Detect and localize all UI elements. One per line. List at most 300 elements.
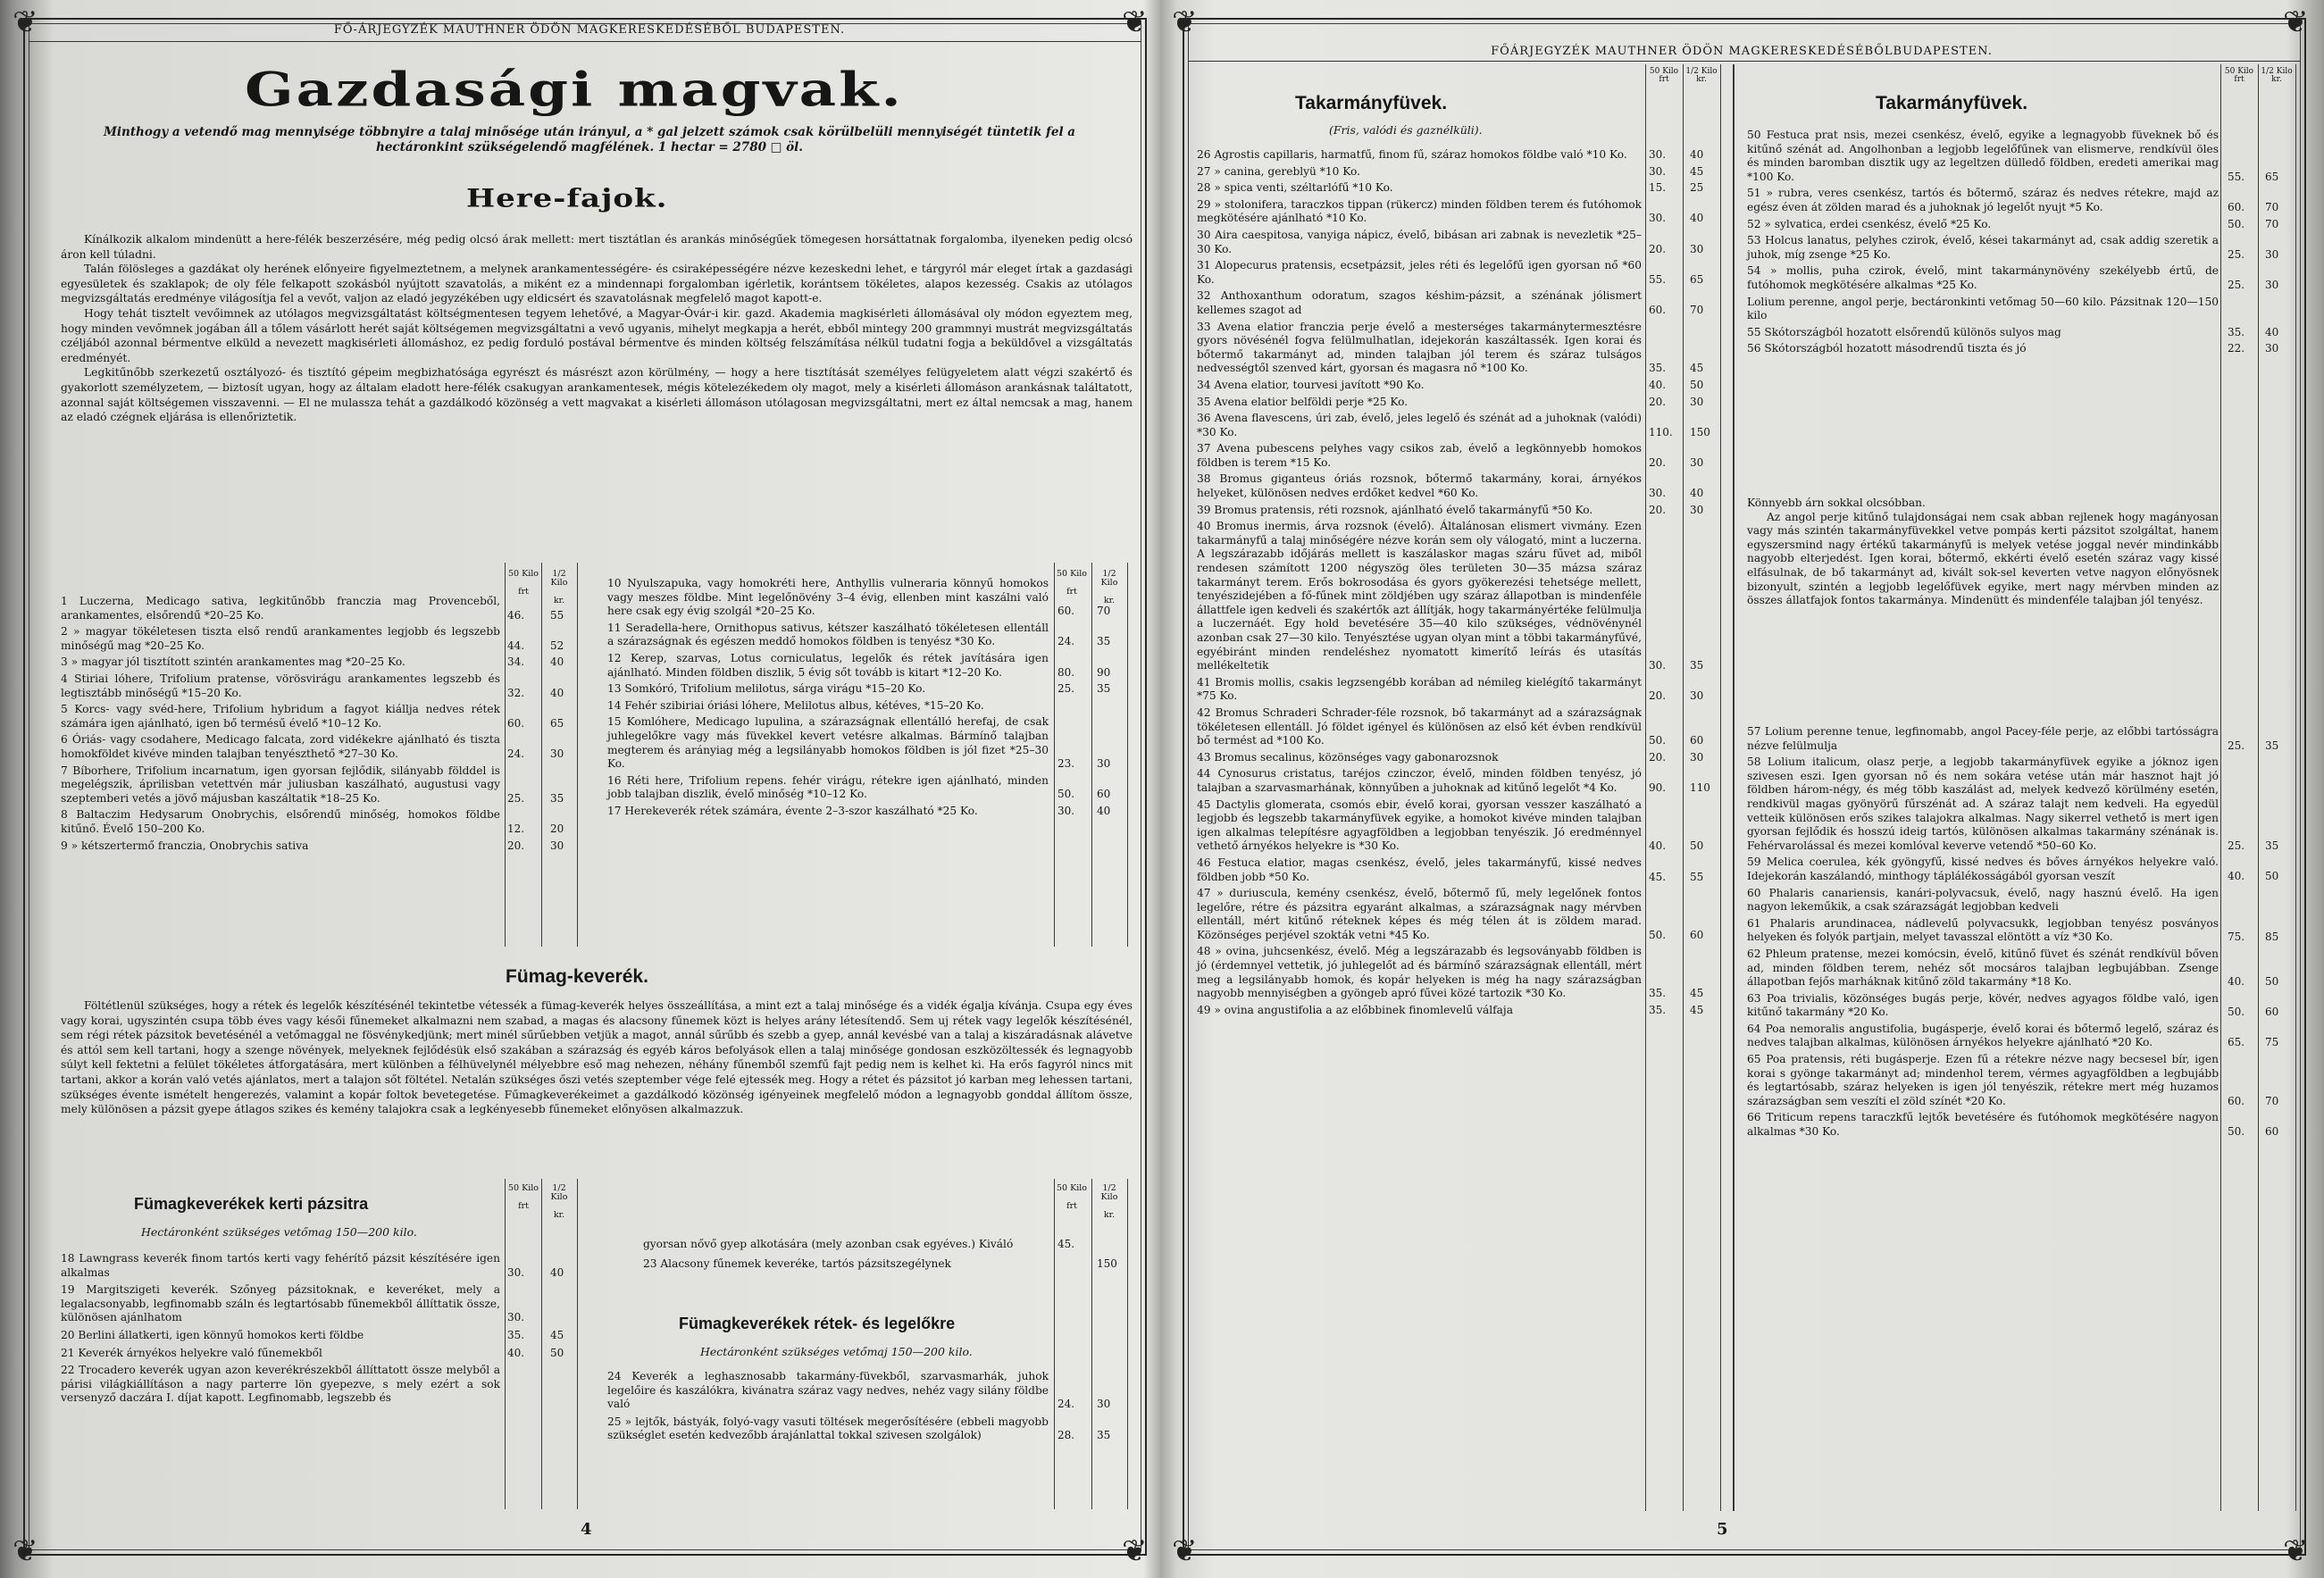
price-col-head: 50 Kilo frt xyxy=(1649,67,1679,84)
price-kr: 30 xyxy=(1690,242,1704,255)
price-frt: 24. xyxy=(1058,1398,1075,1411)
price-frt: 30. xyxy=(1649,212,1667,225)
item-text: 36 Avena flavescens, úri zab, évelő, jeles legelő és szénát ad a juhoknak (valódi) *30 Ko. xyxy=(1197,412,1642,438)
item-text: 24 Keverék a leghasznosabb takarmány-füvekből, szarvasmarhák, juhok legelőire és kaszálókra, kivánatra száraz vagy nedves, nehéz vagy silány földbe való xyxy=(607,1370,1049,1411)
price-frt: 60. xyxy=(2228,1094,2245,1107)
fumag-text xyxy=(61,998,1133,1117)
price-kr: 110 xyxy=(1690,781,1710,794)
list-item xyxy=(61,703,579,731)
list-item xyxy=(1747,296,2297,323)
column-divider xyxy=(1733,64,1735,1511)
item-text: 35 Avena elatior belföldi perje *25 Ko. xyxy=(1197,395,1409,408)
item-text: 6 Óriás- vagy csodahere, Medicago falcata, zord vidékekre ajánlható és tiszta homokföldet kivéve minden talajban tenyészthető *27–30 Ko. xyxy=(61,733,500,760)
list-item xyxy=(1747,1023,2297,1050)
price-frt: 30. xyxy=(507,1265,525,1279)
item-text: 33 Avena elatior franczia perje évelő a mesterséges takarmánytermesztésre gyors növésénél fogva felülmulhatlan, idejekorán kaszáltassék. Igen korai és bőtermő takarmányt ad, minden talajban jól terem és száraz tulságos nedvességtől szenved kárt, gyorsan és magasra nő *100 Ko. xyxy=(1197,320,1642,375)
list-item xyxy=(607,622,1129,649)
list-item xyxy=(1197,321,1722,376)
price-kr: 30 xyxy=(550,747,564,760)
column-rule xyxy=(1054,1179,1055,1509)
item-text: 20 Berlini állatkerti, igen könnyű homokos kerti földbe xyxy=(61,1328,364,1341)
price-frt: 110. xyxy=(1649,425,1673,438)
list-item xyxy=(1197,676,1722,704)
price-frt: 55. xyxy=(1649,272,1667,286)
price-frt: 25. xyxy=(1058,682,1075,696)
section-title-here: Here-fajok. xyxy=(466,184,668,213)
price-frt: 22. xyxy=(2228,342,2245,355)
list-item xyxy=(1747,187,2297,214)
price-kr: 35 xyxy=(1097,1429,1111,1442)
price-frt: 35. xyxy=(2228,325,2245,338)
price-kr: 50 xyxy=(1690,378,1704,391)
item-text: 64 Poa nemoralis angustifolia, bugásperje, évelő korai és bőtermő legelő, száraz és nedves talajban alkalmas, különösen árnyékos helyekre ajánlható *20 Ko. xyxy=(1747,1022,2219,1049)
list-item xyxy=(1747,948,2297,989)
price-kr: 60 xyxy=(2265,1006,2279,1019)
item-text: 62 Phleum pratense, mezei komócsin, évelő, kitűnő füvet és szénát rendkívül bőven ad, minden földben terem, nehéz sőt mocsáros talajban legbujábban. Zsenge állapotban fejős marháknak kitűnő zöld takarmány *18 Ko. xyxy=(1747,947,2219,989)
list-item xyxy=(1747,1053,2297,1108)
price-frt: 40. xyxy=(2228,869,2245,882)
price-col-head: 1/2 Kilo kr. xyxy=(1100,569,1118,605)
price-kr: 45 xyxy=(1690,362,1704,375)
item-text: 27 » canina, gereblyü *10 Ko. xyxy=(1197,164,1361,178)
grass-list-a xyxy=(1197,148,1722,1020)
list-item xyxy=(1747,326,2297,340)
price-kr: 50 xyxy=(2265,975,2279,989)
price-frt: 40. xyxy=(1649,378,1667,391)
left-page xyxy=(0,0,1161,1578)
price-kr: 60 xyxy=(2265,1125,2279,1139)
price-kr: 65 xyxy=(1690,272,1704,286)
item-text: 22 Trocadero keverék ugyan azon keverékrészekből állíttatott össze melyből a párisi világkiállításon a nagy parterre lön gyepezve, s mely ezért a sok versenyző daczára I. díjat kapott. Legfinomabb, legszebb és xyxy=(61,1364,500,1405)
list-item xyxy=(607,577,1129,619)
price-kr: 45 xyxy=(1690,1003,1704,1016)
corner-ornament-icon: ❦ xyxy=(1172,4,1198,40)
paragraph: Talán fölösleges a gazdákat oly herének előnyeire figyelmeztetnem, a melynek arankamentességére- és csiraképességére nézve kezeskedni lehet, e tárgyról már eleget írtak a gazdasági egyesületek és szaklapok; de oly féle felkapott szokásból nyújtott szavatolás, a miként ez a mindennapi forgalomban igérletik, korántsem tökéletes, alapos kezesség. Csakis az utólagos megvizsgáltatás eredménye világosítja fel a vevőt, valjon az eladó jegyzékében ugy eldicsért és szavatolásnak megfelelő magot kapott-e. xyxy=(61,263,1133,305)
corner-ornament-icon: ❦ xyxy=(1122,1533,1148,1569)
price-kr: 150 xyxy=(1690,425,1710,438)
price-kr: 30 xyxy=(1097,1398,1111,1411)
price-kr: 30 xyxy=(1690,750,1704,764)
price-frt: 35. xyxy=(507,1328,525,1341)
price-frt: 50. xyxy=(2228,217,2245,230)
price-kr: 150 xyxy=(1097,1257,1117,1270)
price-kr: 35 xyxy=(1690,659,1704,672)
item-text: 21 Keverék árnyékos helyekre való fűnemekből xyxy=(61,1346,322,1359)
list-item xyxy=(1197,198,1722,226)
list-item xyxy=(1197,289,1722,317)
page-number: 5 xyxy=(1717,1520,1728,1539)
price-kr: 90 xyxy=(1097,665,1111,679)
kerti-list-cont xyxy=(643,1238,1129,1276)
list-item xyxy=(643,1238,1129,1252)
corner-ornament-icon: ❦ xyxy=(1122,4,1148,40)
price-frt: 25. xyxy=(507,791,525,805)
price-frt: 45. xyxy=(1649,870,1667,883)
item-text: 1 Luczerna, Medicago sativa, legkitűnőbb franczia mag Provenceből, arankamentes, elsőrendű *20–25 Ko. xyxy=(61,595,500,622)
price-col-head: 50 Kilo frt xyxy=(1056,569,1087,597)
list-item xyxy=(607,774,1129,802)
item-text: 63 Poa trivialis, közönséges bugás perje, kövér, nedves agyagos földbe való, igen kitűnő takarmány *20 Ko. xyxy=(1747,991,2219,1019)
item-text: 14 Fehér szibiriai óriási lóhere, Melilotus albus, kétéves, *15–20 Ko. xyxy=(607,698,984,712)
price-kr: 40 xyxy=(1690,148,1704,161)
list-item xyxy=(61,1283,579,1325)
item-text: 57 Lolium perenne tenue, legfinomabb, angol Pacey-féle perje, az előbbi tartósságra nézve felülmulja xyxy=(1747,725,2219,752)
price-frt: 24. xyxy=(1058,635,1075,648)
list-item xyxy=(1197,148,1722,163)
price-kr: 70 xyxy=(1690,303,1704,316)
price-col-head: 50 Kilo frt xyxy=(507,569,539,597)
list-item xyxy=(61,1252,579,1280)
list-item xyxy=(1197,751,1722,765)
item-text: 44 Cynosurus cristatus, taréjos czinczor, évelő, minden földben tenyész, jó talajban a szarvasmarhának, könnyűben a juhoknak ad kitűnő legelőt *4 Ko. xyxy=(1197,767,1642,794)
item-text: 48 » ovina, juhcsenkész, évelő. Még a legszárazabb és legsoványabb földben is jó (érdemnyel vettetik, jó juhlegelőt ad és bármínő szárazságnak ellentáll, mért meg a legsilányabb homok, és kopár helyeken is még ha nagy szárazságban nagyobb mennyiségben a gyöngeb apró fűvei közé tartozik *30 Ko. xyxy=(1197,945,1642,1000)
list-item xyxy=(61,655,579,670)
grass-list-c xyxy=(1747,725,2297,1142)
item-text: 15 Komlóhere, Medicago lupulina, a szárazságnak ellentálló herefaj, de csak juhlegelőkre vagy más füvekkel kevert vetésre alkalmas. Bármínő talajban megterem és arányiag még a legsilányabb homokos földben is jól fizet *25–30 Ko. xyxy=(607,715,1049,771)
price-frt: 20. xyxy=(1649,750,1667,764)
price-col-head: 1/2 Kilo kr. xyxy=(1100,1183,1118,1220)
item-text: 17 Herekeverék rétek számára, évente 2–3-szor kaszálható *25 Ko. xyxy=(607,804,978,817)
list-item xyxy=(1197,706,1722,748)
item-text: 42 Bromus Schraderi Schrader-féle rozsnok, bő takarmányt ad a szárazságnak tökéletesen ellentáll. Jó földet igényel és különösen az első két évben rendkívül bő termést ad *100 Ko. xyxy=(1197,706,1642,747)
price-frt: 30. xyxy=(1649,487,1667,500)
price-kr: 55 xyxy=(1690,870,1704,883)
price-frt: 30. xyxy=(1649,164,1667,178)
price-frt: 80. xyxy=(1058,665,1075,679)
price-frt: 60. xyxy=(1058,605,1075,618)
item-text: 16 Réti here, Trifolium repens. fehér virágu, rétekre igen ajánlható, minden jobb talajban diszlik, évelő minőség *10–12 Ko. xyxy=(607,773,1049,801)
list-item xyxy=(61,1329,579,1343)
grass-list-b xyxy=(1747,129,2297,359)
price-frt: 20. xyxy=(1649,455,1667,469)
price-kr: 45 xyxy=(1690,164,1704,178)
price-frt: 35. xyxy=(1649,987,1667,1000)
price-frt: 65. xyxy=(2228,1036,2245,1049)
item-text: gyorsan nővő gyep alkotására (mely azonban csak egyéves.) Kiváló xyxy=(643,1238,1014,1250)
price-frt: 40. xyxy=(507,1346,525,1359)
item-text: 10 Nyulszapuka, vagy homokréti here, Anthyllis vulneraria könnyű homokos vagy meszes földbe. Mint legelőnövény 3–4 évig, ellenben mint kaszálni való here csak egy évig szolgál *20–25 Ko. xyxy=(607,577,1049,618)
list-item xyxy=(1747,1111,2297,1139)
price-frt: 20. xyxy=(1649,395,1667,408)
item-text: 34 Avena elatior, tourvesi javított *90 Ko. xyxy=(1197,378,1425,391)
price-kr: 30 xyxy=(1690,689,1704,703)
price-frt: 60. xyxy=(507,716,525,730)
paragraph: Az angol perje kitűnő tulajdonságai nem csak abban rejlenek hogy magányosan vagy más szintén takarmányfüvekkel vetve pompás kerti pázsitot szolgáltat, hanem egyszersmind nagy értékű takarmányfű is melyek vetése joggal nevér mindinkább nagyobb elterjedést. Igen korai, bőtermő, ekkérti évelő esetén száraz vagy kissé elfásulnak, de bő takarmányt ad, kivált sok-sel keverten vetve nagyon előnyösnek bizonyult, szintén a legjobb legelőfüvek egyike, mert nagy mérvben minden az összes állatfajok fontos takarmánya. Mindenütt és mindenféle talajban jól tenyész. xyxy=(1747,510,2219,607)
price-frt: 55. xyxy=(2228,170,2245,183)
lolium-text xyxy=(1747,497,2219,608)
item-text: Lolium perenne, angol perje, bectáronkinti vetőmag 50—60 kilo. Pázsitnak 120—150 kilo xyxy=(1747,295,2219,322)
kerti-list xyxy=(61,1252,579,1409)
item-text: 18 Lawngrass keverék finom tartós kerti vagy fehérítő pázsit készítésére igen alkalmas xyxy=(61,1252,500,1279)
column-title-a: Takarmányfüvek. xyxy=(1295,93,1448,113)
price-frt: 32. xyxy=(507,686,525,699)
list-item xyxy=(1747,992,2297,1020)
paragraph: Legkitűnőbb szerkezetű osztályozó- és tisztító gépeim megbizhatósága egyrészt és másrészt azon körülmény, — hogy a here tisztítását személyes felügyeletem alatt végzi szakértő és gyakorlott személyzetem, — biztosít ugyan, hogy az általam eladott here-félék csakugyan arankamentesek, mégis kötelezékedem oly magot, mely a kisérleti állomáson arankásnak találtatott, azonnal saját költségemen visszavenni. — El ne mulassza tehát a gazdálkodó közönség a vett magvakat a kisérleti állomáson utólagosan megvizsgáltatni, mert ez által nemcsak a mag, hanem az eladó czégnek eljárása is ellenőriztetik. xyxy=(61,366,1133,424)
list-item xyxy=(1747,129,2297,184)
item-text: 50 Festuca prat nsis, mezei csenkész, évelő, egyike a legnagyobb füveknek bő és kitűnő szénát ad. Angolhonban a legjobb legelőfűnek van elismerve, rendkívül öles és minden baromban disztik ugy az legeltzen dülledő földben, eredeti amerikai mag *100 Ko. xyxy=(1747,129,2219,183)
page-number: 4 xyxy=(581,1520,592,1539)
price-kr: 70 xyxy=(2265,217,2279,230)
price-kr: 35 xyxy=(2265,739,2279,752)
price-col-head: 1/2 Kilo kr. xyxy=(550,569,568,605)
price-kr: 35 xyxy=(2265,839,2279,852)
paragraph: Föltétlenül szükséges, hogy a rétek és legelők készítésénél tekintetbe vétessék a fümag-keverék helyes összeállítása, a mint ezt a talaj minősége és a vidék égalja kívánja. Csupa egy éves vagy korai, ugyszintén csupa több éves vagy késői fűnemeket alkalmazni nem szabad, a magas és alacsony fűnemek közt is helyes arány létesítendő. Sem uj rétek vagy legelők készítésénél, sem régi rétek pázsitok bevetésénél a vetőmaggal ne fösvénykedjünk; mert minél sűrűebben vetjük a magot, annál sűrűbb és szebb a gyep, annál kevésbé van a talaj a kiszáradásnak alávetve és attól sem kell tartani, hogy a szenge növények, melyeknek fejlődésük első szakában a szárazság és egyéb káros befolyások ellen a talaj minősége gondosan eszközöltessék és legnagyobb súlyt kell fektetni a felület tökéletes átforgatására, mert különben a félhüvelynél mélyebbre eső mag nehezen, néhány fűnemből szemfű fajt pedig nem is kelhet ki. Ha erős fagyról nincs mit tartani, akkor a korán való vetés ajánlatos, mert a talajon sőt föltétel. Netalán szükséges őszi vetés szeptember vége felé ejtessék meg. Hogy a rétet és pázsitot jó karban meg lehessen tartani, szükséges évente ismételt hengerezés, valamint a kopár foltok bevetegetése. Fűmagkeverékeimet a gazdálkodó közönség igényeinek megfelelő módon a legnagyobb gonddal állítom össze, mely különösen a pázsit gyepe átlagos szikes és kemény talajokra csak a legkényesebb fűnemeket előnyösen alkalmazzuk. xyxy=(61,999,1133,1116)
item-text: 60 Phalaris canariensis, kanári-polyvacsuk, évelő, nagy hasznú évelő. Ha igen nagyon lekeműkik, a csak szárazságát legjobban kedveli xyxy=(1747,886,2219,914)
item-text: 59 Melica coerulea, kék gyöngyfű, kissé nedves és bőves árnyékos helyekre való. Idejekorán kaszálandó, minthogy táplálékosságából gyorsan veszít xyxy=(1747,856,2219,882)
price-frt: 44. xyxy=(507,639,525,652)
kerti-note: Hectáronként szükséges vetőmag 150—200 kilo. xyxy=(141,1225,417,1239)
right-page xyxy=(1161,0,2324,1578)
paragraph: Könnyebb árn sokkal olcsóbban. xyxy=(1747,497,1926,509)
price-frt: 20. xyxy=(1649,242,1667,255)
item-text: 2 » magyar tökéletesen tiszta első rendű arankamentes legjobb és legszebb minőségű mag *20–25 Ko. xyxy=(61,625,500,652)
item-text: 47 » duriuscula, kemény csenkész, évelő, bőtermő fű, mely legelőnek fontos legelőre, rétre és pázsitra egyaránt alkalmas, a szárazságnak nagy mérvben ellentáll, mért kitűnő réteknek képes és még télen át is zöldem marad. Közönséges perjével szokták vetni *45 Ko. xyxy=(1197,887,1642,941)
price-kr: 55 xyxy=(550,608,564,622)
price-kr: 40 xyxy=(1690,487,1704,500)
header-rule xyxy=(1188,61,2301,62)
item-text: 49 » ovina angustifolia a az előbbinek finomlevelű válfaja xyxy=(1197,1003,1513,1016)
price-frt: 45. xyxy=(1058,1238,1075,1250)
price-frt: 34. xyxy=(507,655,525,669)
price-frt: 20. xyxy=(1649,689,1667,703)
item-text: 39 Bromus pratensis, réti rozsnok, ajánlható évelő takarmányfű *50 Ko. xyxy=(1197,503,1593,516)
price-kr: 52 xyxy=(550,639,564,652)
list-item xyxy=(1197,259,1722,287)
intro-note: Minthogy a vetendő mag mennyisége többnyire a talaj minősége után irányul, a * gal jelzett számok csak körülbelüli mennyiségét tüntetik fel a hectáronkint szükségelendő magfélének. 1 hectar = 2780 □ öl. xyxy=(103,125,1076,154)
list-item xyxy=(1197,412,1722,439)
price-frt: 75. xyxy=(2228,931,2245,944)
list-item xyxy=(607,805,1129,819)
price-kr: 70 xyxy=(2265,1094,2279,1107)
list-item xyxy=(1747,887,2297,914)
list-item xyxy=(61,595,579,622)
item-text: 4 Stiriai lóhere, Trifolium pratense, vörösvirágu arankamentes legszebb és legtisztább minőségű *15–20 Ko. xyxy=(61,672,500,699)
list-item xyxy=(1197,520,1722,673)
price-frt: 25. xyxy=(2228,278,2245,291)
item-text: 51 » rubra, veres csenkész, tartós és bőtermő, száraz és nedves rétekre, majd az egész éven át zölden marad és a juhoknak jó legelőt nyujt *5 Ko. xyxy=(1747,187,2219,213)
price-kr: 35 xyxy=(1097,635,1111,648)
item-text: 54 » mollis, puha czirok, évelő, mint takarmánynövény szekélyebb értű, de futóhomok megkötésére alkalmas *25 Ko. xyxy=(1747,264,2219,291)
price-kr: 30 xyxy=(2265,278,2279,291)
price-kr: 85 xyxy=(2265,931,2279,944)
price-kr: 40 xyxy=(550,686,564,699)
item-text: 37 Avena pubescens pelyhes vagy csikos zab, évelő a legkönnyebb homokos földben is terem *15 Ko. xyxy=(1197,442,1642,469)
list-item xyxy=(1197,396,1722,410)
list-item xyxy=(607,1415,1129,1443)
corner-ornament-icon: ❦ xyxy=(1172,1533,1198,1569)
item-text: 46 Festuca elatior, magas csenkész, évelő, jeles takarmányfű, kissé nedves földben jobb *50 Ko. xyxy=(1197,856,1642,883)
price-kr: 40 xyxy=(1097,804,1111,817)
list-item xyxy=(61,733,579,761)
list-item xyxy=(61,808,579,836)
list-item xyxy=(1197,165,1722,180)
here-list-a xyxy=(61,595,579,856)
item-text: 52 » sylvatica, erdei csenkész, évelő *25 Ko. xyxy=(1747,217,1992,230)
price-frt: 40. xyxy=(1649,839,1667,853)
corner-ornament-icon: ❦ xyxy=(2283,1533,2309,1569)
price-frt: 50. xyxy=(1649,734,1667,747)
list-item xyxy=(1197,767,1722,795)
item-text: 26 Agrostis capillaris, harmatfű, finom fű, száraz homokos földbe való *10 Ko. xyxy=(1197,148,1627,161)
price-kr: 25 xyxy=(1690,181,1704,195)
price-kr: 40 xyxy=(2265,325,2279,338)
list-item xyxy=(1197,229,1722,256)
price-kr: 75 xyxy=(2265,1036,2279,1049)
paragraph: Kínálkozik alkalom mindenütt a here-félék beszerzésére, még pedig olcsó árak mellett: mert tisztátlan és arankás minőségűek tömegesen horsáttatnak forgalomba, ilyeneken pedig olcsó áron kell túladni. xyxy=(61,233,1133,261)
item-text: 29 » stolonifera, taraczkos tippan (rükercz) minden földben terem és futóhomok megkötésére ajánlható *10 Ko. xyxy=(1197,197,1642,225)
item-text: 13 Somkóró, Trifolium melilotus, sárga virágu *15–20 Ko. xyxy=(607,682,926,696)
price-frt: 50. xyxy=(2228,1125,2245,1139)
list-item xyxy=(1197,856,1722,884)
price-frt: 12. xyxy=(507,822,525,835)
here-list-b xyxy=(607,577,1129,822)
corner-ornament-icon: ❦ xyxy=(2283,4,2309,40)
price-kr: 70 xyxy=(1097,605,1111,618)
list-item xyxy=(643,1257,1129,1272)
price-kr: 30 xyxy=(1097,757,1111,771)
price-frt: 90. xyxy=(1649,781,1667,794)
price-frt: 20. xyxy=(1649,503,1667,516)
item-text: 58 Lolium italicum, olasz perje, a legjobb takarmányfüvek egyike a jóknoz igen szivesen eszi. Igen gyorsan nő és nem sokára vetése után már hasznot hajt jó földben három-négy, és még több kaszálást ad, melyek kedvező körülmény esetén, rendkivül magas gyönyörű fűrszénát ad. A száraz talajt nem kedveli. Ha egyedül vetteik különösen erős szikes talajokra alkalmas. Nagy sikerrel vethető is mert igen gyorsan fejlődik és hosszú ideig tartós, különösen alkalmas takarmány szénának is. Fehérvarolással és mezei komlóval keverve vetendő *50–60 Ko. xyxy=(1747,756,2219,852)
price-kr: 65 xyxy=(2265,170,2279,183)
price-frt: 50. xyxy=(1058,788,1075,801)
list-item xyxy=(1197,798,1722,854)
price-col-head: 1/2 Kilo kr. xyxy=(550,1183,568,1220)
price-kr: 30 xyxy=(550,839,564,852)
price-kr: 60 xyxy=(1690,734,1704,747)
list-item xyxy=(1197,181,1722,196)
price-frt: 30. xyxy=(1649,659,1667,672)
item-text: 11 Seradella-here, Ornithopus sativus, kétszer kaszálható tökéletesen ellentáll a szárazságnak és egészen meddő homokos földben is tenyész *30 Ko. xyxy=(607,621,1049,648)
price-kr: 30 xyxy=(1690,395,1704,408)
item-text: 43 Bromus secalinus, közönséges vagy gabonarozsnok xyxy=(1197,750,1499,764)
list-item xyxy=(1197,1004,1722,1018)
column-rule xyxy=(1091,1179,1092,1509)
price-frt: 35. xyxy=(1649,362,1667,375)
price-col-head: 1/2 Kilo kr. xyxy=(1685,67,1718,84)
list-item xyxy=(61,839,579,854)
price-frt: 60. xyxy=(1649,303,1667,316)
item-text: 66 Triticum repens taraczkfű lejtők bevetésére és futóhomok megkötésére nagyon alkalmas *30 Ko. xyxy=(1747,1111,2219,1139)
price-kr: 40 xyxy=(1690,212,1704,225)
corner-ornament-icon: ❦ xyxy=(13,1533,38,1569)
running-head: FŐÁRJEGYZÉK MAUTHNER ÖDÖN MAGKERESKEDÉSÉBŐLBUDAPESTEN. xyxy=(1491,45,1993,58)
section-title-kerti: Fümagkeverékek kerti pázsitra xyxy=(134,1195,369,1213)
item-text: 56 Skótországból hozatott másodrendű tiszta és jó xyxy=(1747,342,2027,355)
list-item xyxy=(61,1364,579,1406)
ret-list xyxy=(607,1370,1129,1447)
item-text: 53 Holcus lanatus, pelyhes czirok, évelő, kései takarmányt ad, csak addig szeretik a juhok, míg zsenge *25 Ko. xyxy=(1747,234,2219,261)
price-kr: 35 xyxy=(1097,682,1111,696)
list-item xyxy=(607,652,1129,680)
price-kr: 30 xyxy=(2265,247,2279,261)
header-rule xyxy=(29,41,1141,42)
item-text: 40 Bromus inermis, árva rozsnok (évelő). Általánosan elismert vivmány. Ezen takarmányfű a talaj minőségére nézve korán sem oly válogató, mint a luczerna. A legszárazabb időjárás mellett is kaszálaskor magas száru fűvet ad, miből rendesen számított 1200 négyszög öles területen 30—35 mázsa száraz takarmányt terem. Erős bokrosodása és gyors gyökerezési tehetsége mellett, tenyészidejében a fő-fűnek mint zöldjében ugy száraz állapotban is mindenféle állattfele igen kedveli és szakértők azt állítják, hogy takarmányértéke felülmulja a luczernáét. Egy hold bevetésére 35—40 kilo szükséges, védnövénynél azonban csak 27—30 kilo. Tenyésztése ugyan olyan mint a többi takarmányfűvé, egyébiránt minden rendeléshez nyomatott kimerítő leírás és utasítás mellékeltetik xyxy=(1197,520,1642,672)
price-col-head: 50 Kilo frt xyxy=(2224,67,2254,84)
price-frt: 23. xyxy=(1058,757,1075,771)
list-item xyxy=(1197,945,1722,1000)
price-frt: 30. xyxy=(507,1311,525,1324)
item-text: 45 Dactylis glomerata, csomós ebir, évelő korai, gyorsan vesszer kaszálható a legjobb és legszebb takarmányfüvek egyike, a homokot kivéve minden talajban igen alkalmas telepítésre agyagföldben a legjobban tenyészik. Jó eredménnyel vethető árnyékos helyekre is *30 Ko. xyxy=(1197,797,1642,853)
page-title: Gazdasági magvak. xyxy=(245,63,904,118)
list-item xyxy=(1747,234,2297,262)
price-col-head: 1/2 Kilo kr. xyxy=(2261,67,2293,84)
item-text: 25 » lejtők, bástyák, folyó-vagy vasuti töltések megerősítésére (ebbeli magyobb szükséglet esetén kedvezőbb árajánlattal tokkal szivesen szolgálok) xyxy=(607,1415,1049,1442)
item-text: 32 Anthoxanthum odoratum, szagos késhim-pázsit, a szénának jólismert kellemes szagot ad xyxy=(1197,289,1642,316)
price-kr: 50 xyxy=(2265,869,2279,882)
item-text: 31 Alopecurus pratensis, ecsetpázsit, jeles réti és legelőfű igen gyorsan nő *60 Ko. xyxy=(1197,259,1642,286)
list-item xyxy=(1747,756,2297,853)
price-frt: 35. xyxy=(1649,1003,1667,1016)
price-frt: 50. xyxy=(2228,1006,2245,1019)
price-kr: 30 xyxy=(1690,455,1704,469)
list-item xyxy=(1197,472,1722,500)
list-item xyxy=(1747,917,2297,945)
price-kr: 30 xyxy=(1690,503,1704,516)
list-item xyxy=(61,625,579,653)
price-kr: 50 xyxy=(550,1346,564,1359)
price-frt: 30. xyxy=(1649,148,1667,161)
section-title-fumag: Fümag-keverék. xyxy=(506,966,648,987)
list-item xyxy=(61,764,579,806)
price-kr: 60 xyxy=(1097,788,1111,801)
price-kr: 40 xyxy=(550,1265,564,1279)
price-frt: 20. xyxy=(507,839,525,852)
price-col-head: 50 Kilo frt xyxy=(1056,1183,1087,1211)
price-kr: 50 xyxy=(1690,839,1704,853)
list-item xyxy=(1747,856,2297,883)
price-col-head: 50 Kilo frt xyxy=(507,1183,539,1211)
item-text: 41 Bromis mollis, csakis legzsengébb korában ad némileg kielégítő takarmányt *75 Ko. xyxy=(1197,675,1642,703)
item-text: 61 Phalaris arundinacea, nádlevelű polyvacsukk, legjobban tenyész posványos helyeken és folyók partjain, melyet tavasszal elöntött a víz *30 Ko. xyxy=(1747,916,2219,944)
list-item xyxy=(61,672,579,700)
price-kr: 30 xyxy=(2265,342,2279,355)
list-item xyxy=(1197,887,1722,942)
list-item xyxy=(607,715,1129,771)
price-kr: 65 xyxy=(550,716,564,730)
list-item xyxy=(607,1370,1129,1412)
running-head: FŐ-ÁRJEGYZÉK MAUTHNER ÖDÖN MAGKERESKEDÉSÉBŐL BUDAPESTEN. xyxy=(333,23,846,37)
price-kr: 35 xyxy=(550,791,564,805)
item-text: 9 » kétszertermő franczia, Onobrychis sativa xyxy=(61,839,309,852)
price-frt: 25. xyxy=(2228,839,2245,852)
item-text: 55 Skótországból hozatott elsőrendű különös sulyos mag xyxy=(1747,325,2061,338)
item-text: 3 » magyar jól tisztított szintén arankamentes mag *20–25 Ko. xyxy=(61,655,405,669)
item-text: 19 Margitszigeti keverék. Szőnyeg pázsitoknak, e keveréket, mely a legalacsonyabb, legfinomabb száln és legtartósabb fűnemekből állíttatik össze, különösen ajánlhatom xyxy=(61,1283,500,1324)
list-item xyxy=(1747,725,2297,753)
list-item xyxy=(607,682,1129,697)
price-frt: 50. xyxy=(1649,928,1667,941)
corner-ornament-icon: ❦ xyxy=(13,4,38,40)
here-intro-text xyxy=(61,232,1133,425)
price-frt: 40. xyxy=(2228,975,2245,989)
column-subnote: (Fris, valódi és gaznélküli). xyxy=(1329,123,1483,137)
list-item xyxy=(61,1347,579,1361)
paragraph: Hogy tehát tisztelt vevőimnek az utólagos megvizsgáltatást költségmentesen tegyem lehetővé, a Magyar-Óvár-i kir. gazd. Akademia magkisérleti állomásával oly módon egyeztem meg, hogy minden vevőmnek jogában áll a tőlem vásárlott herét saját költségemen megvizsgáltatni a vevő ugyanis, mihelyt megkapja a herét, ebből mintegy 200 grammnyi mustrát megvizsgáltatás czéljából azonnal bérmentve elküld a nevezett magkisérleti állomáshoz, ez pedig forduló postával bérmentve és minden költség felszámítása nélkül tudatni fogja a beküldővel a vizsgáltatás eredményét. xyxy=(61,306,1133,364)
price-frt: 15. xyxy=(1649,181,1667,195)
item-text: 8 Baltaczim Hedysarum Onobrychis, elsőrendű minőség, homokos földbe kitűnő. Évelő 150–200 Ko. xyxy=(61,808,500,835)
list-item xyxy=(1747,264,2297,292)
price-frt: 30. xyxy=(1058,804,1075,817)
list-item xyxy=(1197,504,1722,518)
item-text: 5 Korcs- vagy svéd-here, Trifolium hybridum a fagyot kiállja nedves rétek számára igen ajánlható, igen bő termésű évelő *10–12 Ko. xyxy=(61,703,500,730)
ret-note: Hectáronként szükséges vetőmaj 150—200 kilo. xyxy=(700,1345,973,1358)
price-frt: 25. xyxy=(2228,739,2245,752)
list-item xyxy=(1197,379,1722,393)
price-kr: 45 xyxy=(550,1328,564,1341)
section-title-ret: Fümagkeverékek rétek- és legelőkre xyxy=(679,1315,956,1332)
price-kr: 60 xyxy=(1690,928,1704,941)
